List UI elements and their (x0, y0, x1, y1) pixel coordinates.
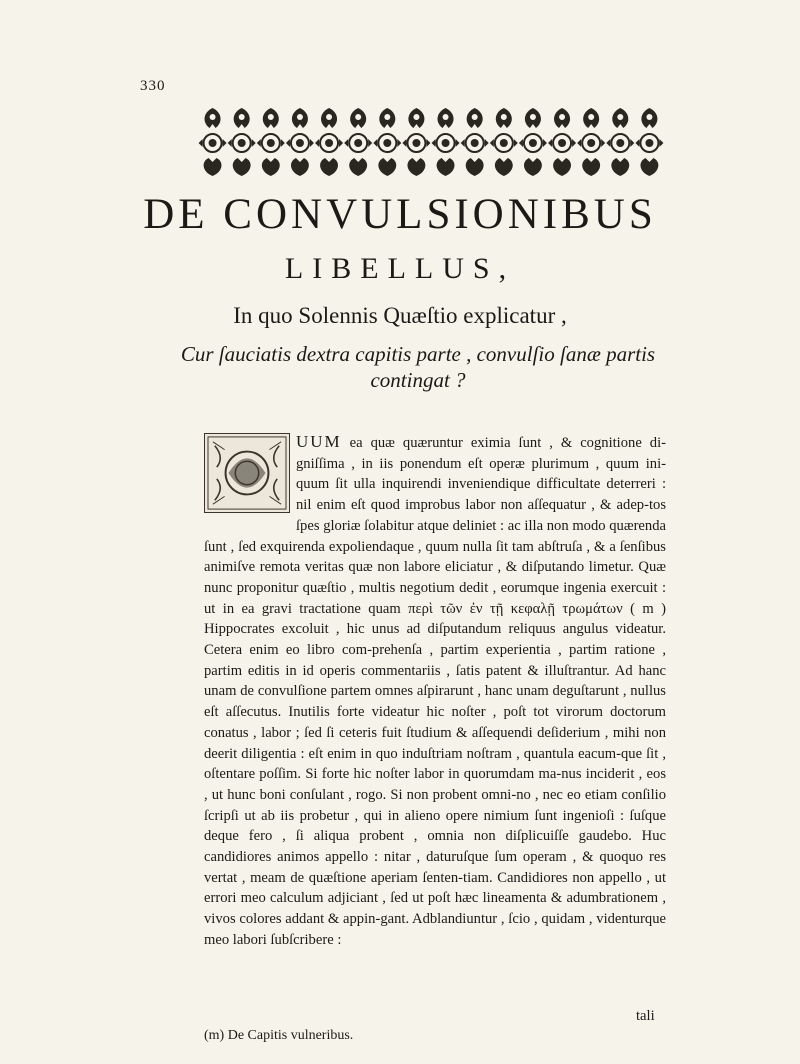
floral-headpiece-ornament (198, 104, 664, 180)
body-paragraph: ea quæ quæruntur eximia ſunt , & cognitione di-gniſſima , in iis ponendum eſt operæ plurimum , quum ini-quum ſit ulla inquirendi inveniendique difficultate deterreri : nil enim eſt quod improbus labor non aſſequatur , & adep-tos ſpes gloriæ ſolabitur atque deliniet : ac illa non modo quærenda ſunt , ſed exquirenda expoliendaque , quum nulla ſit tam abſtruſa , & a ſenſibus animiſve remota veritas quæ non labore eliciatur , & diſputando limetur. Quæ nunc proponitur quæſtio , multis negotium dedit , eorumque ingenia exercuit : ut in ea gravi tractatione quam περὶ τῶν ἐν τῇ κεφαλῇ τρωμάτων ( m ) Hippocrates excoluit , hic unus ad diſputandum reliquus angulus videatur. Cetera enim eo libro com-prehenſa , partim experientia , partim ratione , partim editis in id operis commentariis , ſatis patent & illuſtrantur. Ad hanc unam de convulſione partem omnes aſpirarunt , hanc unam deguſtarunt , nullus eſt aſſecutus. Inutilis forte videatur hic noſter , poſt tot virorum doctorum conatus , labor ; ſed ſi ceteris fuit ſtudium & aſſequendi deſiderium , mihi non deerit diligentia : eſt enim in quo induſtriam noſtram , quantula eacum-que ſit , oſtentare poſſim. Si forte hic noſter labor in quorumdam ma-nus inciderit , eos , ut hunc boni conſulant , rogo. Si non probent omni-no , nec eo etiam conſilio ſcripſi ut ab iis probetur , qui in alieno opere nimium ſunt ingenioſi : ſuſque deque fero , ſi aliqua probent , omnia non diſplicuiſſe gaudebo. Huc candidiores animos appello : nitar , daturuſque ſum operam , & quoquo res vertat , meam de quæſtione aperiam ſenten-tiam. Candidiores non appello , ut errori meo calculum adjiciant , ſed ut poſt hæc lineamenta & adumbrationem , vivos colores addant & appin-gant. Adblandiuntur , ſcio , quidam , videnturque meo labori ſubſcribere : (204, 435, 666, 948)
catchword: tali (636, 1008, 655, 1024)
question-heading: Cur ſauciatis dextra capitis parte , convulſio ſanæ partis contingat ? (180, 342, 656, 392)
page-title: DE CONVULSIONIBUS (143, 191, 657, 238)
question-intro: In quo Solennis Quæſtio explicatur , (233, 303, 567, 328)
initial-word: UUM (296, 432, 342, 451)
body-text (204, 432, 666, 951)
footnote: (m) De Capitis vulneribus. (204, 1028, 354, 1043)
page-number: 330 (140, 78, 166, 94)
page-subtitle: LIBELLUS, (284, 252, 516, 285)
